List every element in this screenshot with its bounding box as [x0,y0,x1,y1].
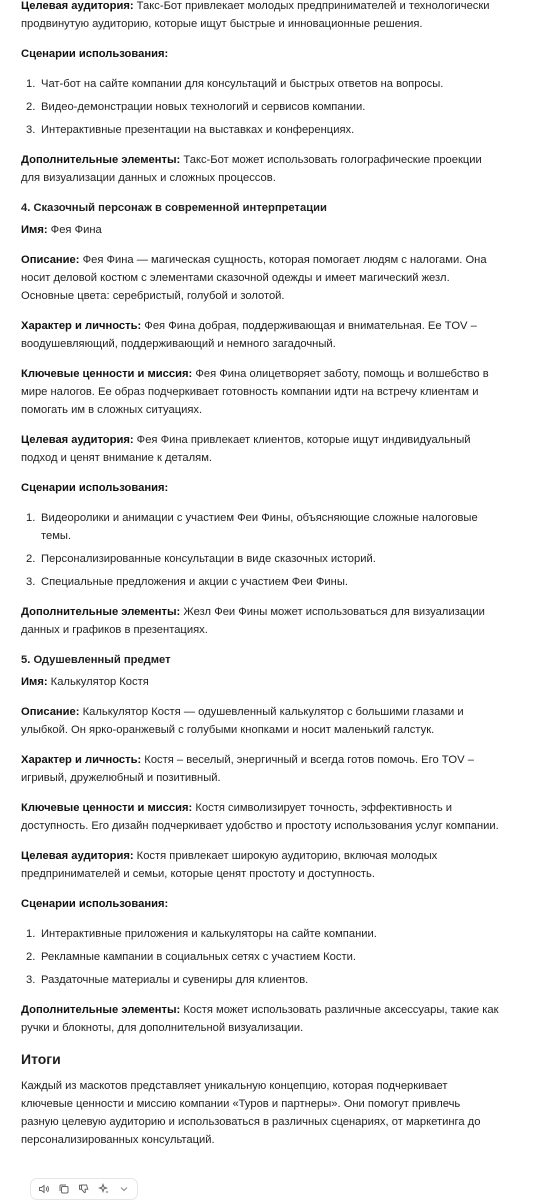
description-paragraph: Описание: Фея Фина — магическая сущность, которая помогает людям с налогами. Она носит деловой костюм с элементами сказочной одежды и имеет магический жезл. Основные цвета: серебристый, голубой и золотой. [21,254,487,302]
text: Такс-Бот привлекает молодых предпринимателей и технологически продвинутую аудиторию, которые ищут быстрые и инновационные решения. [21,0,490,30]
list-item: 1. Чат-бот на сайте компании для консультаций и быстрых ответов на вопросы. [26,78,444,90]
scenarios-list [21,75,499,139]
name-paragraph: Имя: Калькулятор Костя [21,676,149,688]
scenarios-label: Сценарии использования: [21,898,169,910]
values-paragraph: Ключевые ценности и миссия: Костя символизирует точность, эффективность и доступность. Его дизайн подчеркивает удобство и простоту использования услуг компании. [21,802,499,832]
chat-message-content [21,0,499,1161]
sparkle-icon[interactable] [97,1182,111,1196]
list-item: 2. Персонализированные консультации в виде сказочных историй. [26,553,376,565]
extra-paragraph: Дополнительные элементы: Такс-Бот может использовать голографические проекции для визуализации данных и сложных процессов. [21,154,482,184]
speaker-icon[interactable] [37,1182,51,1196]
list-item: 3. Раздаточные материалы и сувениры для клиентов. [26,974,309,986]
message-actions-bar [30,1178,138,1200]
audience-paragraph [21,0,499,33]
character-paragraph: Характер и личность: Фея Фина добрая, поддерживающая и внимательная. Ее TOV – воодушевляющий, поддерживающий и немного загадочный. [21,320,477,350]
name-paragraph: Имя: Фея Фина [21,224,102,236]
summary-heading: Итоги [21,1051,61,1067]
description-paragraph: Описание: Калькулятор Костя — одушевленный калькулятор с большими глазами и улыбкой. Он ярко-оранжевый с голубыми кнопками и носит маленький галстук. [21,706,464,736]
chevron-down-icon[interactable] [117,1182,131,1196]
label: Целевая аудитория: [21,0,134,12]
list-item: 3. Интерактивные презентации на выставках и конференциях. [26,124,355,136]
extra-paragraph: Дополнительные элементы: Жезл Феи Фины может использоваться для визуализации данных и графиков в презентациях. [21,606,485,636]
section-heading: 5. Одушевленный предмет [21,654,171,666]
list-item: 2. Рекламные кампании в социальных сетях с участием Кости. [26,951,356,963]
audience-paragraph: Целевая аудитория: Фея Фина привлекает клиентов, которые ищут индивидуальный подход и ценят внимание к деталям. [21,434,471,464]
list-item: 1. Интерактивные приложения и калькуляторы на сайте компании. [26,928,377,940]
list-item: 1. Видеоролики и анимации с участием Феи Фины, объясняющие сложные налоговые темы. [26,512,478,542]
scenarios-list [21,509,499,591]
thumbs-down-icon[interactable] [77,1182,91,1196]
character-paragraph: Характер и личность: Костя – веселый, энергичный и всегда готов помочь. Его TOV – игривый, дружелюбный и позитивный. [21,754,474,784]
copy-icon[interactable] [57,1182,71,1196]
scenarios-label: Сценарии использования: [21,48,169,60]
audience-paragraph: Целевая аудитория: Костя привлекает широкую аудиторию, включая молодых предпринимателей и семьи, которые ценят простоту и доступность. [21,850,438,880]
section-heading: 4. Сказочный персонаж в современной интерпретации [21,202,327,214]
extra-paragraph: Дополнительные элементы: Костя может использовать различные аксессуары, такие как ручки и блокноты, для дополнительной визуализации. [21,1004,499,1034]
summary-paragraph: Каждый из маскотов представляет уникальную концепцию, которая подчеркивает ключевые ценности и миссию компании «Туров и партнеры». Они помогут привлечь разную целевую аудиторию и использоваться в различных сценариях, от маркетинга до персонализированных консультаций. [21,1080,481,1146]
values-paragraph: Ключевые ценности и миссия: Фея Фина олицетворяет заботу, помощь и волшебство в мире налогов. Ее образ подчеркивает готовность компании идти на встречу клиентам и помогать им в сложных ситуациях. [21,368,489,416]
list-item: 2. Видео-демонстрации новых технологий и сервисов компании. [26,101,366,113]
scenarios-list [21,925,499,989]
scenarios-label: Сценарии использования: [21,482,169,494]
list-item: 3. Специальные предложения и акции с участием Феи Фины. [26,576,348,588]
